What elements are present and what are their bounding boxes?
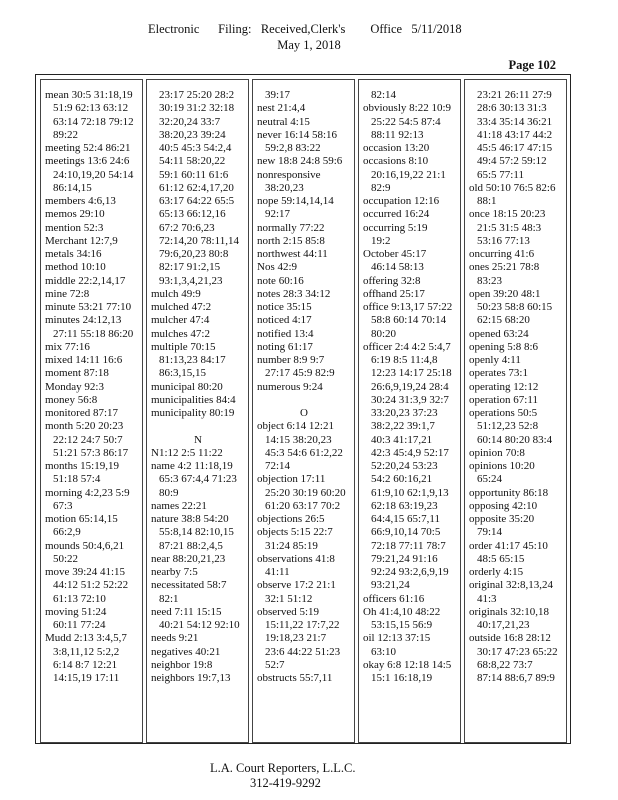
index-entry: necessitated 58:7 (151, 579, 227, 592)
index-entry: outside 16:8 28:12 (469, 632, 551, 645)
index-entry: Nos 42:9 (257, 261, 298, 274)
index-entry: 38:2,22 39:1,7 (371, 420, 435, 433)
index-entry: offering 32:8 (363, 274, 421, 287)
index-entry: 82:1 (159, 592, 179, 605)
index-entry: 82:9 (371, 181, 391, 194)
index-entry: mulches 47:2 (151, 327, 210, 340)
index-entry: 79:14 (477, 526, 503, 539)
index-entry: 53:16 77:13 (477, 234, 530, 247)
index-entry: 40:3 41:17,21 (371, 433, 433, 446)
index-entry: northwest 44:11 (257, 248, 328, 260)
index-entry: noticed 4:17 (257, 314, 312, 327)
index-entry: middle 22:2,14,17 (45, 274, 126, 287)
index-entry: 92:17 (265, 208, 291, 221)
index-entry: 60:14 80:20 83:4 (477, 433, 553, 446)
index-entry: 72:14 (265, 460, 291, 472)
index-entry: moving 51:24 (45, 605, 107, 618)
index-entry: 15:11,22 17:7,22 (265, 619, 340, 631)
index-entry: original 32:8,13,24 (469, 579, 554, 592)
index-entry: 46:14 58:13 (371, 261, 424, 274)
index-letter-heading: N (194, 433, 202, 446)
index-entry: 48:5 65:15 (477, 552, 525, 565)
index-entry: operating 12:12 (469, 380, 539, 393)
index-entry: 28:6 30:13 31:3 (477, 102, 547, 115)
index-column-1 (40, 79, 143, 743)
index-entry: 61:13 72:10 (53, 592, 106, 605)
index-entry: 40:17,21,23 (477, 619, 530, 631)
index-entry: 82:14 (371, 89, 397, 101)
index-entry: 51:9 62:13 63:12 (53, 102, 129, 115)
index-entry: moment 87:18 (45, 367, 109, 380)
index-entry: 21:5 31:5 48:3 (477, 221, 542, 234)
index-entry: 26:6,9,19,24 28:4 (371, 380, 449, 393)
index-entry: 66:9,10,14 70:5 (371, 526, 441, 539)
filing-date-line: May 1, 2018 (277, 38, 341, 52)
index-entry: mention 52:3 (45, 221, 104, 234)
index-entry: mean 30:5 31:18,19 (45, 89, 133, 101)
index-entry: Merchant 12:7,9 (45, 234, 118, 247)
index-entry: 40:5 45:3 54:2,4 (159, 142, 232, 154)
index-entry: openly 4:11 (469, 354, 521, 366)
index-entry: 40:21 54:12 92:10 (159, 619, 240, 631)
index-entry: Oh 41:4,10 48:22 (363, 605, 441, 618)
index-entry: officers 61:16 (363, 592, 425, 605)
index-entry: 38:20,23 39:24 (159, 128, 226, 141)
index-entry: opened 63:24 (469, 327, 529, 340)
index-entry: 6:14 8:7 12:21 (53, 658, 118, 671)
index-entry: 67:3 (53, 499, 73, 512)
index-entry: oncurring 41:6 (469, 248, 535, 260)
index-entry: opinions 10:20 (469, 460, 535, 472)
index-entry: 65:13 66:12,16 (159, 208, 226, 221)
index-entry: 50:22 (53, 552, 79, 565)
index-entry: 72:18 77:11 78:7 (371, 539, 446, 552)
index-entry: 41:18 43:17 44:2 (477, 128, 553, 141)
index-entry: minutes 24:12,13 (45, 314, 122, 327)
index-entry: 66:2,9 (53, 526, 81, 539)
index-entry: originals 32:10,18 (469, 605, 550, 618)
index-entry: 93:21,24 (371, 579, 410, 592)
index-entry: mine 72:8 (45, 287, 90, 300)
index-entry: ones 25:21 78:8 (469, 261, 540, 274)
index-entry: operates 73:1 (469, 367, 528, 380)
index-entry: name 4:2 11:18,19 (151, 460, 233, 472)
index-entry: 23:6 44:22 51:23 (265, 645, 341, 658)
index-entry: 81:13,23 84:17 (159, 354, 226, 366)
index-entry: object 6:14 12:21 (257, 420, 334, 433)
index-entry: 52:20,24 53:23 (371, 460, 438, 472)
index-entry: 14:15,19 17:11 (53, 672, 120, 684)
index-entry: multiple 70:15 (151, 340, 216, 353)
index-column-3 (252, 79, 355, 743)
index-entry: 60:11 77:24 (53, 619, 106, 631)
index-entry: mounds 50:4,6,21 (45, 539, 125, 552)
index-entry: 23:17 25:20 28:2 (159, 89, 235, 101)
index-entry: 30:24 31:3,9 32:7 (371, 393, 449, 406)
index-entry: occasion 13:20 (363, 142, 430, 154)
index-entry: old 50:10 76:5 82:6 (469, 181, 556, 194)
index-entry: 49:4 57:2 59:12 (477, 155, 547, 168)
index-entry: 27:11 55:18 86:20 (53, 327, 134, 340)
index-entry: 44:12 51:2 52:22 (53, 579, 129, 592)
index-entry: obviously 8:22 10:9 (363, 102, 452, 115)
index-entry: 24:10,19,20 54:14 (53, 168, 134, 181)
index-entry: neutral 4:15 (257, 115, 310, 128)
index-entry: offhand 25:17 (363, 287, 425, 300)
index-letter-heading: O (300, 407, 308, 419)
index-entry: municipalities 84:4 (151, 393, 236, 406)
index-entry: okay 6:8 12:18 14:5 (363, 658, 452, 671)
index-entry: move 39:24 41:15 (45, 566, 126, 578)
index-entry: Monday 92:3 (45, 380, 104, 393)
index-entry: members 4:6,13 (45, 195, 116, 207)
index-entry: 72:14,20 78:11,14 (159, 234, 239, 247)
index-entry: method 10:10 (45, 261, 106, 274)
index-entry: 86:14,15 (53, 181, 92, 194)
index-entry: occurred 16:24 (363, 208, 430, 221)
index-entry: 41:3 (477, 592, 497, 605)
index-entry: 19:2 (371, 234, 391, 247)
index-entry: obstructs 55:7,11 (257, 672, 333, 684)
index-entry: October 45:17 (363, 248, 427, 260)
index-entry: 27:17 45:9 82:9 (265, 367, 335, 380)
index-entry: nonresponsive (257, 168, 321, 181)
index-entry: 39:17 (265, 89, 291, 101)
index-entry: near 88:20,21,23 (151, 552, 226, 565)
index-entry: 63:14 72:18 79:12 (53, 115, 134, 128)
index-entry: noting 61:17 (257, 340, 313, 353)
index-entry: 33:4 35:14 36:21 (477, 115, 553, 128)
index-entry: objections 26:5 (257, 513, 325, 525)
index-entry: 32:1 51:12 (265, 592, 313, 605)
index-entry: 58:8 60:14 70:14 (371, 314, 447, 327)
index-entry: 51:12,23 52:8 (477, 420, 539, 433)
index-entry: 42:3 45:4,9 52:17 (371, 446, 449, 459)
index-entry: 51:18 57:4 (53, 473, 101, 486)
index-entry: 50:23 58:8 60:15 (477, 301, 553, 313)
index-entry: mix 77:16 (45, 340, 90, 353)
index-entry: 80:20 (371, 327, 397, 340)
index-entry: 15:1 16:18,19 (371, 672, 433, 684)
index-entry: numerous 9:24 (257, 380, 323, 393)
index-entry: observations 41:8 (257, 552, 335, 565)
index-entry: occasions 8:10 (363, 155, 429, 168)
index-entry: 61:12 62:4,17,20 (159, 181, 234, 194)
index-entry: objection 17:11 (257, 473, 326, 486)
index-entry: 82:17 91:2,15 (159, 261, 221, 274)
index-entry: money 56:8 (45, 393, 98, 406)
index-entry: 65:5 77:11 (477, 168, 524, 181)
index-entry: 25:22 54:5 87:4 (371, 115, 441, 128)
index-entry: observed 5:19 (257, 605, 320, 618)
index-entry: 80:9 (159, 486, 179, 499)
index-column-5 (464, 79, 567, 743)
index-entry: 54:11 58:20,22 (159, 155, 226, 168)
index-entry: opening 5:8 8:6 (469, 340, 539, 353)
index-entry: 6:19 8:5 11:4,8 (371, 354, 438, 366)
index-entry: need 7:11 15:15 (151, 605, 222, 618)
index-entry: occupation 12:16 (363, 195, 440, 207)
index-entry: 92:24 93:2,6,9,19 (371, 566, 449, 578)
index-entry: never 16:14 58:16 (257, 128, 338, 141)
index-entry: operation 67:11 (469, 393, 538, 406)
index-entry: 59:1 60:11 61:6 (159, 168, 229, 181)
index-entry: 87:14 88:6,7 89:9 (477, 672, 555, 684)
index-entry: 52:7 (265, 658, 285, 671)
index-entry: 59:2,8 83:22 (265, 142, 321, 154)
index-entry: 33:20,23 37:23 (371, 407, 438, 419)
index-entry: 65:3 67:4,4 71:23 (159, 473, 237, 486)
index-entry: notes 28:3 34:12 (257, 287, 331, 300)
page-number: Page 102 (508, 58, 556, 72)
filing-stamp-line: Electronic Filing: Received,Clerk's Office 5/11/2018 (148, 22, 462, 36)
index-entry: 30:17 47:23 65:22 (477, 645, 558, 658)
index-entry (257, 394, 351, 407)
index-entry: 79:21,24 91:16 (371, 552, 438, 565)
index-entry: 51:21 57:3 86:17 (53, 446, 129, 459)
index-entry: 55:8,14 82:10,15 (159, 526, 234, 539)
index-entry: 62:18 63:19,23 (371, 499, 438, 512)
index-entry: 68:8,22 73:7 (477, 658, 533, 671)
index-entry: orderly 4:15 (469, 566, 524, 578)
index-entry: 38:20,23 (265, 181, 304, 194)
index-entry: motion 65:14,15 (45, 513, 118, 525)
index-entry: notice 35:15 (257, 301, 312, 313)
index-entry: once 18:15 20:23 (469, 208, 546, 221)
index-entry: 88:1 (477, 195, 497, 207)
index-entry: opposite 35:20 (469, 513, 535, 525)
index-entry: opinion 70:8 (469, 446, 525, 459)
index-entry: names 22:21 (151, 499, 207, 512)
index-entry: month 5:20 20:23 (45, 420, 124, 433)
index-entry: morning 4:2,23 5:9 (45, 486, 130, 499)
index-entry: monitored 87:17 (45, 407, 119, 419)
index-entry: municipal 80:20 (151, 380, 223, 393)
reporter-name: L.A. Court Reporters, L.L.C. (210, 761, 356, 775)
index-entry: nearby 7:5 (151, 566, 198, 578)
index-entry: metals 34:16 (45, 248, 102, 260)
index-entry: 61:9,10 62:1,9,13 (371, 486, 449, 499)
index-entry: 61:20 63:17 70:2 (265, 499, 341, 512)
index-entry: needs 9:21 (151, 632, 199, 645)
index-entry: 25:20 30:19 60:20 (265, 486, 346, 499)
index-entry: 19:18,23 21:7 (265, 632, 327, 645)
index-entry: mixed 14:11 16:6 (45, 354, 123, 366)
index-entry: mulcher 47:4 (151, 314, 210, 327)
index-entry: 88:11 92:13 (371, 128, 424, 141)
index-entry: notified 13:4 (257, 327, 314, 340)
index-entry: open 39:20 48:1 (469, 287, 541, 300)
index-entry: 89:22 (53, 128, 79, 141)
index-entry: 45:3 54:6 61:2,22 (265, 446, 343, 459)
index-entry: nest 21:4,4 (257, 102, 306, 115)
index-entry: normally 77:22 (257, 221, 325, 234)
word-index-table (35, 74, 571, 744)
index-entry: 54:2 60:16,21 (371, 473, 433, 486)
index-entry: 12:23 14:17 25:18 (371, 367, 452, 380)
reporter-phone: 312-419-9292 (250, 776, 321, 790)
index-entry (151, 420, 245, 433)
index-entry: number 8:9 9:7 (257, 354, 325, 366)
index-entry: municipality 80:19 (151, 407, 235, 419)
index-entry: 20:16,19,22 21:1 (371, 168, 446, 181)
index-entry: occurring 5:19 (363, 221, 428, 234)
index-entry: observe 17:2 21:1 (257, 579, 336, 592)
index-entry: 86:3,15,15 (159, 367, 207, 380)
index-entry: mulch 49:9 (151, 287, 201, 300)
index-entry: N1:12 2:5 11:22 (151, 446, 223, 459)
index-entry: months 15:19,19 (45, 460, 119, 472)
index-entry: meetings 13:6 24:6 (45, 155, 130, 168)
index-entry: 87:21 88:2,4,5 (159, 539, 223, 552)
index-entry: 62:15 68:20 (477, 314, 530, 327)
index-entry: 63:17 64:22 65:5 (159, 195, 235, 207)
index-entry: 83:23 (477, 274, 503, 287)
index-entry: nature 38:8 54:20 (151, 513, 229, 525)
index-column-4 (358, 79, 461, 743)
index-entry: 32:20,24 33:7 (159, 115, 221, 128)
index-entry: oil 12:13 37:15 (363, 632, 431, 645)
index-entry: 31:24 85:19 (265, 539, 318, 552)
index-entry: nope 59:14,14,14 (257, 195, 334, 207)
index-entry: 23:21 26:11 27:9 (477, 89, 552, 101)
index-entry: 67:2 70:6,23 (159, 221, 215, 234)
index-column-2 (146, 79, 249, 743)
index-entry: 45:5 46:17 47:15 (477, 142, 553, 154)
index-entry: new 18:8 24:8 59:6 (257, 155, 343, 168)
index-entry: neighbors 19:7,13 (151, 672, 231, 684)
index-entry: 22:12 24:7 50:7 (53, 433, 123, 446)
index-entry: 41:11 (265, 566, 290, 578)
index-entry: 79:6,20,23 80:8 (159, 248, 229, 260)
index-entry: Mudd 2:13 3:4,5,7 (45, 632, 127, 645)
index-entry: north 2:15 85:8 (257, 234, 325, 247)
index-entry: negatives 40:21 (151, 645, 221, 658)
index-entry: opportunity 86:18 (469, 486, 549, 499)
index-entry: note 60:16 (257, 274, 304, 287)
index-entry: operations 50:5 (469, 407, 538, 419)
index-entry: order 41:17 45:10 (469, 539, 548, 552)
index-entry: 65:24 (477, 473, 503, 486)
index-entry: neighbor 19:8 (151, 658, 213, 671)
index-entry: objects 5:15 22:7 (257, 526, 333, 539)
index-entry: 30:19 31:2 32:18 (159, 102, 235, 115)
index-entry: office 9:13,17 57:22 (363, 301, 453, 313)
index-entry: memos 29:10 (45, 208, 105, 221)
index-entry: 53:15,15 56:9 (371, 619, 433, 631)
index-entry: minute 53:21 77:10 (45, 301, 132, 313)
index-entry: 93:1,3,4,21,23 (159, 274, 223, 287)
index-entry: mulched 47:2 (151, 301, 212, 313)
index-entry: 64:4,15 65:7,11 (371, 513, 440, 525)
index-entry: 3:8,11,12 5:2,2 (53, 645, 120, 658)
index-entry: opposing 42:10 (469, 499, 538, 512)
index-entry: meeting 52:4 86:21 (45, 142, 131, 154)
index-entry: 14:15 38:20,23 (265, 433, 332, 446)
index-entry: 63:10 (371, 645, 397, 658)
index-entry: officer 2:4 4:2 5:4,7 (363, 340, 451, 353)
